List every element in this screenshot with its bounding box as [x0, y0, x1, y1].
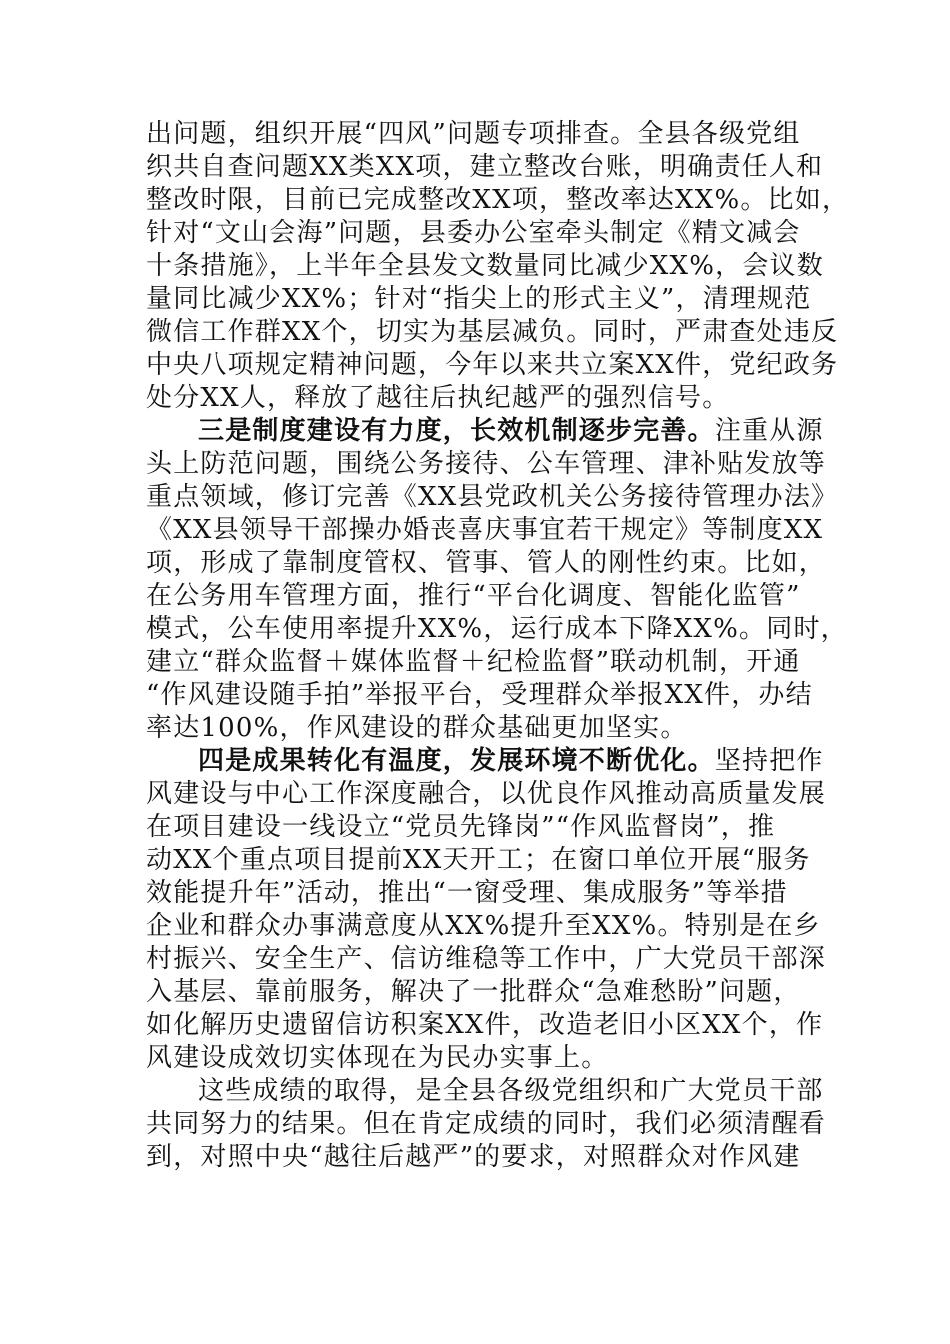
paragraph-3	[146, 745, 827, 1075]
text-line: 效能提升年”活动，推出“一窗受理、集成服务”等举措	[146, 878, 788, 908]
paragraph-4	[146, 1075, 827, 1174]
text-line: 共同努力的结果。但在肯定成绩的同时，我们必须清醒看	[146, 1109, 827, 1139]
text-line: 风建设与中心工作深度融合，以优良作风推动高质量发展	[146, 779, 827, 809]
text-line: 《XX县领导干部操办婚丧喜庆事宜若干规定》等制度XX	[146, 515, 824, 545]
paragraph-lead-text: 坚持把作	[714, 746, 824, 776]
text-line: 在项目建设一线设立“党员先锋岗”“作风监督岗”，推	[146, 812, 776, 842]
text-line: 整改时限，目前已完成整改XX项，整改率达XX%。比如，	[146, 185, 850, 215]
text-line: 到，对照中央“越往后越严”的要求，对照群众对作风建	[146, 1142, 801, 1172]
text-line: 入基层、靠前服务，解决了一批群众“急难愁盼”问题，	[146, 977, 801, 1007]
text-line: 出问题，组织开展“四风”问题专项排查。全县各级党组	[146, 119, 801, 149]
text-line: “作风建设随手拍”举报平台，受理群众举报XX件，办结	[146, 680, 813, 710]
text-line: 头上防范问题，围绕公务接待、公车管理、津补贴发放等	[146, 449, 827, 479]
text-line: 处分XX人，释放了越往后执纪越严的强烈信号。	[146, 383, 730, 413]
paragraph-first-line	[146, 745, 824, 778]
text-line: 中央八项规定精神问题，今年以来共立案XX件，党纪政务	[146, 350, 839, 380]
paragraph-2	[146, 415, 848, 745]
text-line: 重点领域，修订完善《XX县党政机关公务接待管理办法》	[146, 482, 839, 512]
text-line: 风建设成效切实体现在为民办实事上。	[146, 1043, 609, 1073]
text-line: 针对“文山会海”问题，县委办公室牵头制定《精文减会	[146, 218, 801, 248]
text-line: 动XX个重点项目提前XX天开工；在窗口单位开展“服务	[146, 845, 811, 875]
text-line: 十条措施》，上半年全县发文数量同比减少XX%，会议数	[146, 251, 824, 281]
paragraph-first-line: 这些成绩的取得，是全县各级党组织和广大党员干部	[198, 1076, 824, 1106]
text-line: 微信工作群XX个，切实为基层减负。同时，严肃查处违反	[146, 317, 839, 347]
paragraph-first-line	[146, 415, 824, 448]
text-line: 如化解历史遗留信访积案XX件，改造老旧小区XX个，作	[146, 1010, 824, 1040]
text-line: 模式，公车使用率提升XX%，运行成本下降XX%。同时，	[146, 614, 848, 644]
text-line: 企业和群众办事满意度从XX%提升至XX%。特别是在乡	[146, 911, 821, 941]
text-line: 在公务用车管理方面，推行“平台化调度、智能化监管”	[146, 581, 801, 611]
text-line: 织共自查问题XX类XX项，建立整改台账，明确责任人和	[146, 152, 824, 182]
text-line: 项，形成了靠制度管权、管事、管人的刚性约束。比如，	[146, 548, 827, 578]
text-line: 率达100%，作风建设的群众基础更加坚实。	[146, 713, 688, 743]
document-body	[146, 118, 850, 1174]
paragraph-heading: 三是制度建设有力度，长效机制逐步完善。	[198, 416, 715, 446]
paragraph-lead-text: 注重从源	[714, 416, 824, 446]
paragraph-1	[146, 118, 850, 415]
text-line: 建立“群众监督＋媒体监督＋纪检监督”联动机制，开通	[146, 647, 801, 677]
paragraph-heading: 四是成果转化有温度，发展环境不断优化。	[198, 746, 715, 776]
text-line: 村振兴、安全生产、信访维稳等工作中，广大党员干部深	[146, 944, 827, 974]
text-line: 量同比减少XX%；针对“指尖上的形式主义”，清理规范	[146, 284, 812, 314]
